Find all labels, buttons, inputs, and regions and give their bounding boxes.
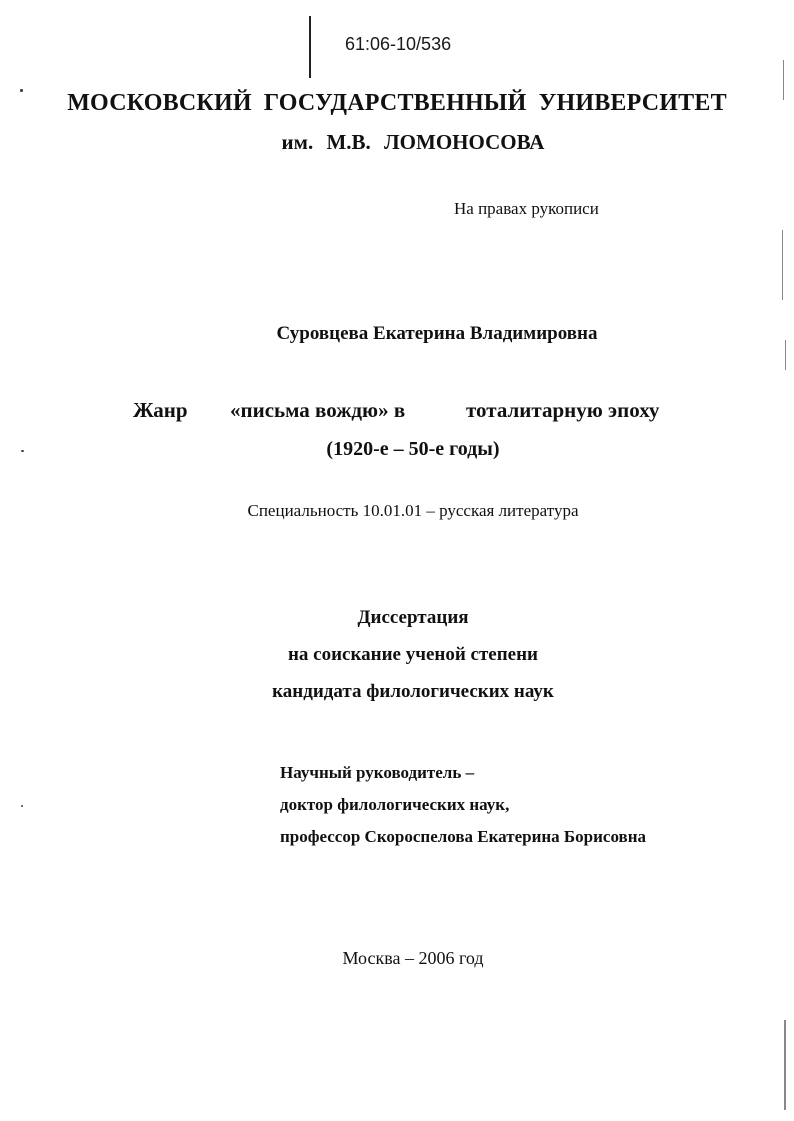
supervisor-name: профессор Скороспелова Екатерина Борисовна <box>280 827 647 846</box>
thesis-title-part-1: Жанр <box>133 398 188 422</box>
thesis-title-part-2: «письма вождю» в <box>230 398 406 422</box>
scan-speck <box>21 805 23 807</box>
scan-speck <box>20 89 23 92</box>
scan-edge-mark <box>785 340 786 370</box>
dissertation-heading: Диссертация <box>357 607 469 628</box>
scan-edge-mark <box>782 230 783 300</box>
specialty-line: Специальность 10.01.01 – русская литература <box>247 501 579 520</box>
scan-edge-mark <box>784 1020 786 1110</box>
scan-edge-mark <box>783 60 784 100</box>
supervisor-heading: Научный руководитель – <box>280 763 475 782</box>
dissertation-degree-line: на соискание ученой степени <box>287 644 538 665</box>
stamp-divider-line <box>309 16 311 78</box>
thesis-title-part-3: тоталитарную эпоху <box>466 398 660 422</box>
dissertation-field-line: кандидата филологических наук <box>272 681 554 702</box>
manuscript-note: На правах рукописи <box>454 199 599 218</box>
university-name: МОСКОВСКИЙ ГОСУДАРСТВЕННЫЙ УНИВЕРСИТЕТ <box>67 90 727 116</box>
author-name: Суровцева Екатерина Владимировна <box>276 323 598 344</box>
catalog-stamp-code: 61:06-10/536 <box>345 34 452 54</box>
city-year: Москва – 2006 год <box>342 948 484 968</box>
scan-speck <box>21 450 24 452</box>
supervisor-degree: доктор филологических наук, <box>280 795 510 814</box>
university-named-after: им. М.В. ЛОМОНОСОВА <box>281 130 545 154</box>
thesis-title-years: (1920-е – 50-е годы) <box>326 438 500 460</box>
